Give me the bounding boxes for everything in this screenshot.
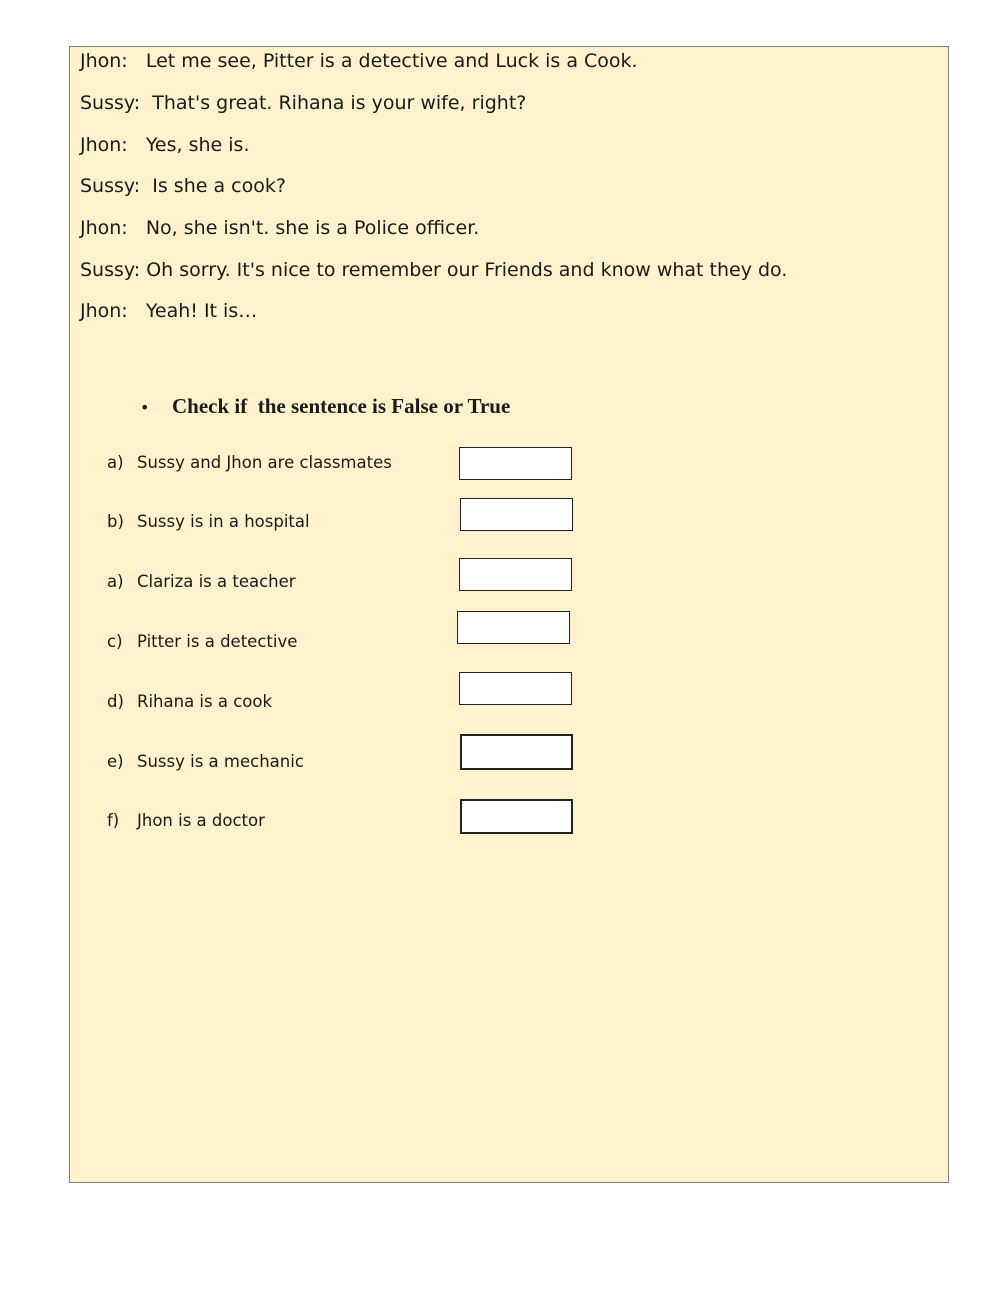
speaker-label: Sussy: — [80, 175, 141, 197]
statement-item — [107, 754, 304, 771]
statement-item — [107, 694, 272, 711]
dialogue-line — [80, 136, 249, 155]
item-letter: b) — [107, 512, 124, 531]
answer-box[interactable] — [459, 558, 572, 591]
dialogue-text: Is she a cook? — [152, 175, 286, 197]
bullet-icon: • — [140, 398, 150, 417]
answer-box[interactable] — [460, 799, 573, 834]
dialogue-text: Let me see, Pitter is a detective and Luck is a Cook. — [145, 50, 638, 72]
dialogue-text: Yeah! It is… — [145, 300, 258, 322]
item-letter: a) — [107, 453, 124, 472]
dialogue-line — [80, 52, 638, 71]
dialogue-text: No, she isn't. she is a Police officer. — [145, 217, 480, 239]
dialogue-line — [80, 302, 257, 321]
instruction-text: Check if the sentence is False or True — [172, 394, 511, 418]
dialogue-text: Oh sorry. It's nice to remember our Friends and know what they do. — [146, 259, 788, 281]
item-letter: f) — [107, 811, 120, 830]
speaker-label: Jhon: — [80, 50, 128, 72]
exercise-instruction — [140, 396, 510, 417]
item-statement: Jhon is a doctor — [137, 811, 265, 830]
answer-box[interactable] — [457, 611, 570, 644]
statement-item — [107, 514, 310, 531]
speaker-label: Sussy: — [80, 259, 141, 281]
dialogue-line — [80, 219, 479, 238]
statement-item — [107, 574, 296, 591]
statement-item — [107, 634, 297, 651]
item-letter: c) — [107, 632, 123, 651]
answer-box[interactable] — [459, 447, 572, 480]
dialogue-line — [80, 94, 526, 113]
item-letter: a) — [107, 572, 124, 591]
dialogue-text: That's great. Rihana is your wife, right? — [152, 92, 527, 114]
item-letter: e) — [107, 752, 124, 771]
statement-item — [107, 455, 392, 472]
speaker-label: Sussy: — [80, 92, 141, 114]
speaker-label: Jhon: — [80, 134, 128, 156]
answer-box[interactable] — [459, 672, 572, 705]
speaker-label: Jhon: — [80, 217, 128, 239]
item-statement: Pitter is a detective — [137, 632, 298, 651]
item-statement: Sussy and Jhon are classmates — [137, 453, 392, 472]
item-statement: Rihana is a cook — [137, 692, 273, 711]
item-statement: Sussy is a mechanic — [137, 752, 304, 771]
item-statement: Sussy is in a hospital — [137, 512, 310, 531]
item-letter: d) — [107, 692, 124, 711]
statement-item — [107, 813, 265, 830]
dialogue-line — [80, 177, 286, 196]
dialogue-text: Yes, she is. — [145, 134, 250, 156]
speaker-label: Jhon: — [80, 300, 128, 322]
dialogue-line — [80, 261, 787, 280]
answer-box[interactable] — [460, 734, 573, 770]
item-statement: Clariza is a teacher — [137, 572, 296, 591]
answer-box[interactable] — [460, 498, 573, 531]
